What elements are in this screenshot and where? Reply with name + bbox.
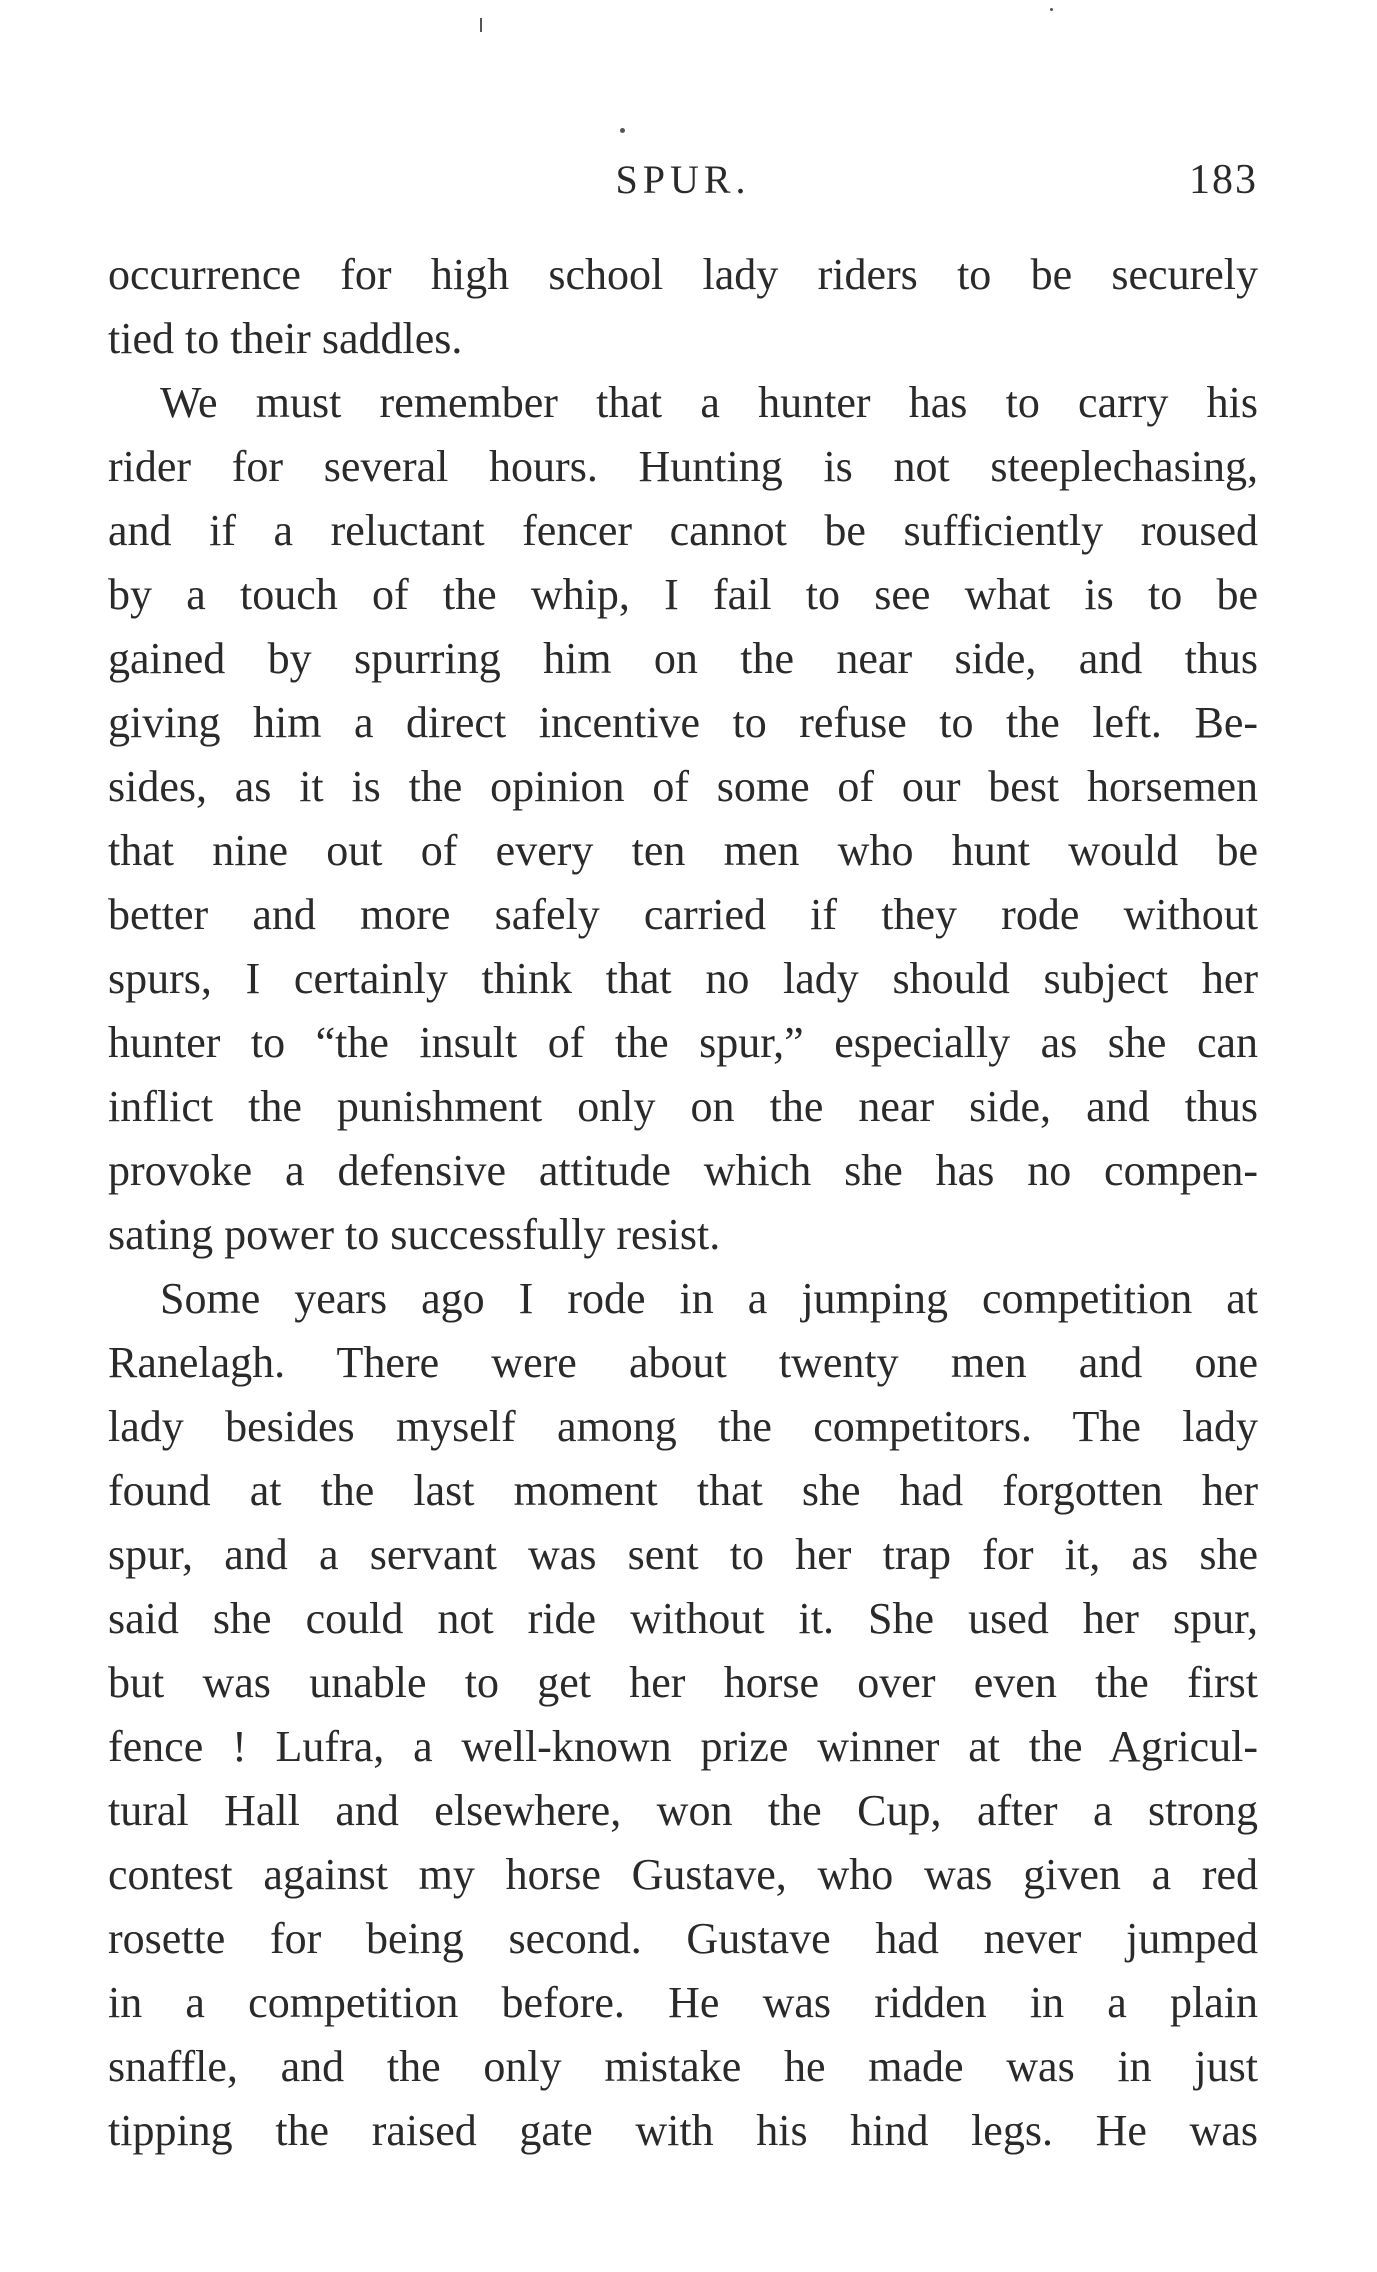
print-speck — [1050, 8, 1053, 11]
running-head: SPUR. — [615, 157, 751, 202]
body-text — [108, 243, 1258, 2163]
text-line: sating power to successfully resist. — [108, 1210, 721, 1259]
text-line: tipping the raised gate with his hind legs. He was — [108, 2106, 1258, 2155]
print-speck — [480, 18, 482, 32]
text-line: by a touch of the whip, I fail to see what is to be — [108, 570, 1258, 619]
text-line: gained by spurring him on the near side, and thus — [108, 634, 1258, 683]
text-line: tied to their saddles. — [108, 314, 463, 363]
text-line: in a competition before. He was ridden in a plain — [108, 1978, 1258, 2027]
text-line: found at the last moment that she had forgotten her — [108, 1466, 1258, 1515]
page-header — [108, 150, 1258, 210]
text-line: but was unable to get her horse over even the first — [108, 1658, 1258, 1707]
text-line: provoke a defensive attitude which she has no compen- — [108, 1146, 1258, 1195]
text-line: that nine out of every ten men who hunt would be — [108, 826, 1258, 875]
text-line: snaffle, and the only mistake he made was in just — [108, 2042, 1258, 2091]
text-line: Ranelagh. There were about twenty men and one — [108, 1338, 1258, 1387]
text-line: fence ! Lufra, a well-known prize winner at the Agricul- — [108, 1722, 1258, 1771]
text-line: sides, as it is the opinion of some of our best horsemen — [108, 762, 1258, 811]
text-line: better and more safely carried if they rode without — [108, 890, 1258, 939]
text-line: spur, and a servant was sent to her trap for it, as she — [108, 1530, 1258, 1579]
text-line: Some years ago I rode in a jumping competition at — [160, 1274, 1258, 1323]
print-speck — [620, 128, 625, 133]
text-line: rider for several hours. Hunting is not steeplechasing, — [108, 442, 1258, 491]
text-line: hunter to “the insult of the spur,” especially as she can — [108, 1018, 1258, 1067]
text-line: tural Hall and elsewhere, won the Cup, after a strong — [108, 1786, 1258, 1835]
text-line: lady besides myself among the competitors. The lady — [108, 1402, 1258, 1451]
text-line: contest against my horse Gustave, who was given a red — [108, 1850, 1258, 1899]
text-line: spurs, I certainly think that no lady should subject her — [108, 954, 1258, 1003]
text-line: said she could not ride without it. She used her spur, — [108, 1594, 1258, 1643]
text-line: inflict the punishment only on the near side, and thus — [108, 1082, 1258, 1131]
text-line: rosette for being second. Gustave had never jumped — [108, 1914, 1258, 1963]
text-line: We must remember that a hunter has to carry his — [160, 378, 1258, 427]
text-line: occurrence for high school lady riders to be securely — [108, 250, 1258, 299]
text-line: and if a reluctant fencer cannot be sufficiently roused — [108, 506, 1258, 555]
text-line: giving him a direct incentive to refuse to the left. Be- — [108, 698, 1258, 747]
page-number: 183 — [1189, 157, 1258, 203]
